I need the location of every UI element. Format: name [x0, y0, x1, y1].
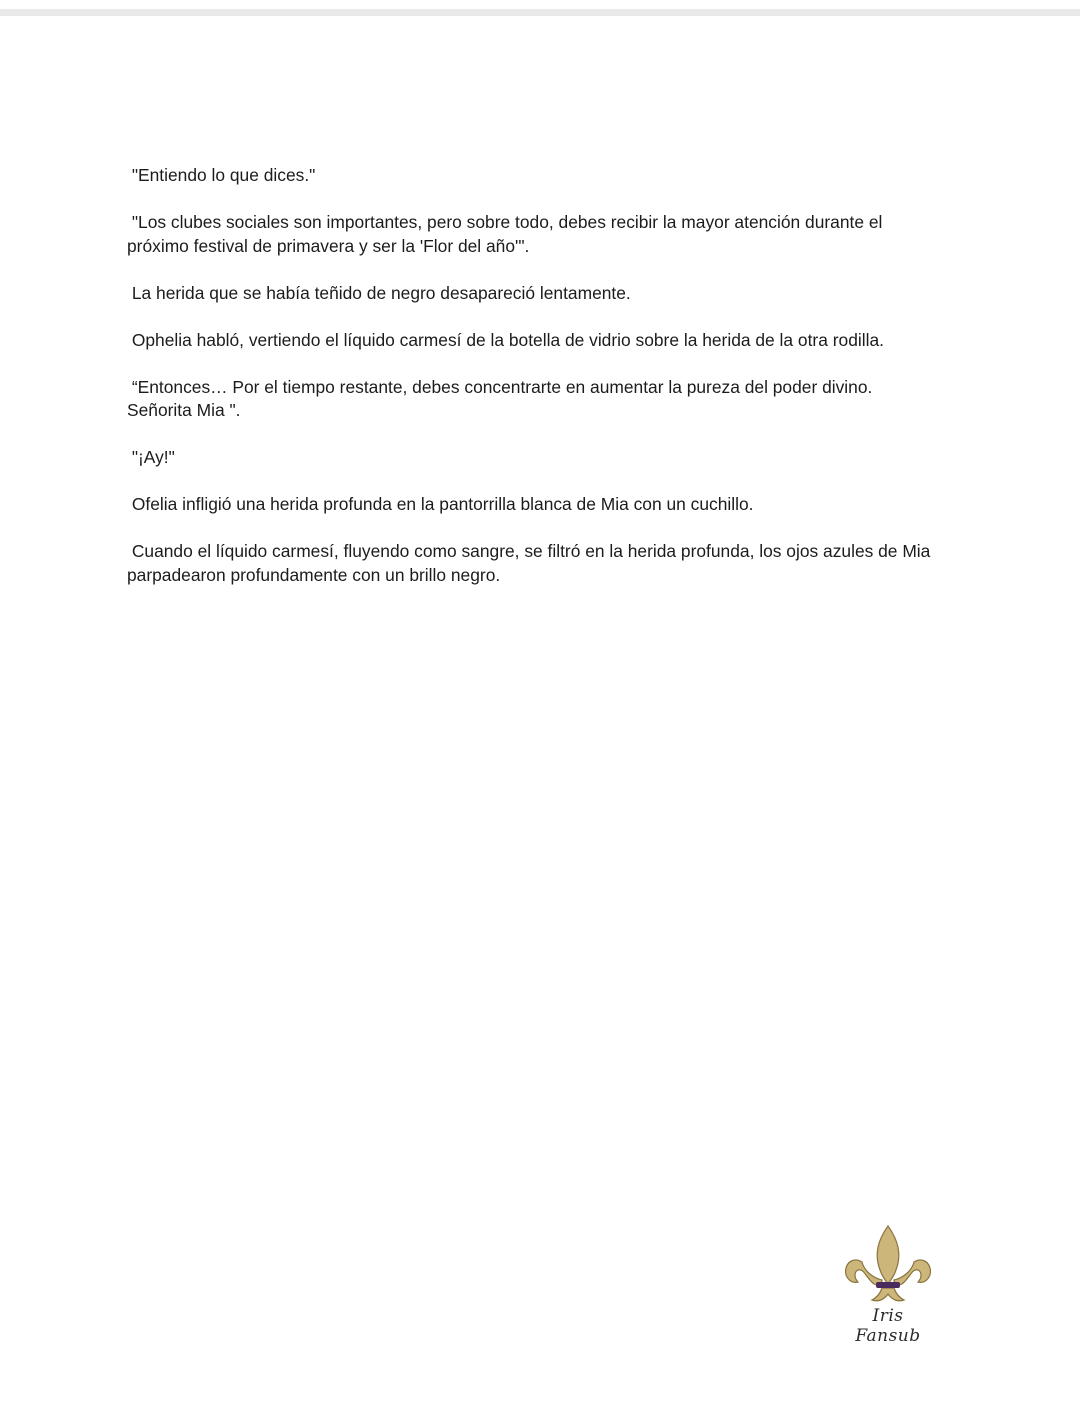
paragraph: Ophelia habló, vertiendo el líquido carmesí de la botella de vidrio sobre la herida de la otra rodilla. [127, 329, 884, 350]
paragraph: Cuando el líquido carmesí, fluyendo como sangre, se filtró en la herida profunda, los ojos azules de Mia parpadearon profundamente con un brillo negro. [127, 541, 931, 585]
paragraph: "Los clubes sociales son importantes, pero sobre todo, debes recibir la mayor atención durante el próximo festival de primavera y ser la 'Flor del año'". [127, 212, 883, 256]
paragraph: Ofelia infligió una herida profunda en la pantorrilla blanca de Mia con un cuchillo. [127, 494, 754, 514]
paragraph: La herida que se había teñido de negro desapareció lentamente. [127, 282, 631, 303]
logo-text: Iris Fansub [855, 1306, 921, 1346]
paragraph: "Entiendo lo que dices." [127, 165, 316, 185]
paragraph: "¡Ay!" [127, 447, 175, 467]
fansub-logo [838, 1222, 938, 1346]
fleur-de-lis-icon [838, 1222, 938, 1306]
paragraph: “Entonces… Por el tiempo restante, debes concentrarte en aumentar la pureza del poder divino. Señorita Mia ". [127, 376, 873, 420]
top-bar [0, 9, 1080, 16]
document-body [127, 164, 957, 611]
